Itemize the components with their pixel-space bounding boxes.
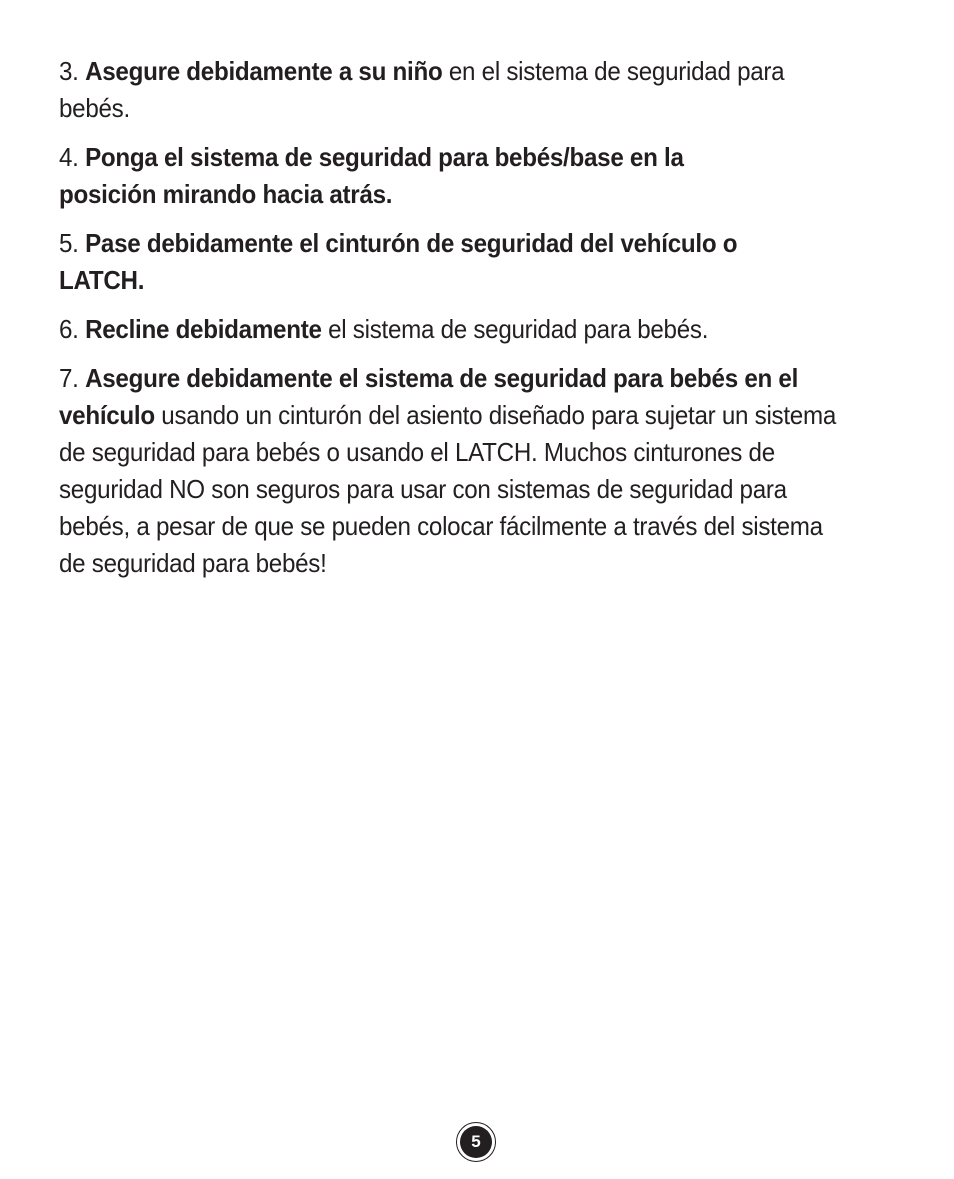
step-number: 5. (59, 228, 79, 258)
step-bold-text: Asegure debidamente el sistema de seguridad para bebés en el vehículo (59, 363, 799, 430)
step-5 (59, 225, 803, 299)
step-4 (59, 139, 766, 213)
step-6 (59, 311, 859, 348)
step-text: en el sistema de seguridad para bebés. (59, 56, 785, 123)
page-number-badge (456, 1122, 496, 1162)
step-text: usando un cinturón del asiento diseñado para sujetar un sistema de seguridad para bebés o usando el LATCH. Muchos cinturones de seguridad NO son seguros para usar con sistemas de seguridad para bebés, a pesar de que se pueden colocar fácilmente a través del sistema de seguridad para bebés! (59, 400, 837, 578)
step-number: 7. (59, 363, 79, 393)
step-text: el sistema de seguridad para bebés. (321, 314, 709, 344)
step-bold-text: Asegure debidamente a su niño (85, 56, 443, 86)
step-bold-text: Recline debidamente (85, 314, 322, 344)
page-number: 5 (460, 1126, 492, 1158)
step-7 (59, 360, 850, 582)
step-number: 6. (59, 314, 79, 344)
step-bold-text: Pase debidamente el cinturón de seguridad del vehículo o LATCH. (59, 228, 738, 295)
step-number: 4. (59, 142, 79, 172)
instructions-list (59, 53, 859, 594)
step-bold-text: Ponga el sistema de seguridad para bebés/base en la posición mirando hacia atrás. (59, 142, 684, 209)
step-number: 3. (59, 56, 79, 86)
step-3 (59, 53, 803, 127)
